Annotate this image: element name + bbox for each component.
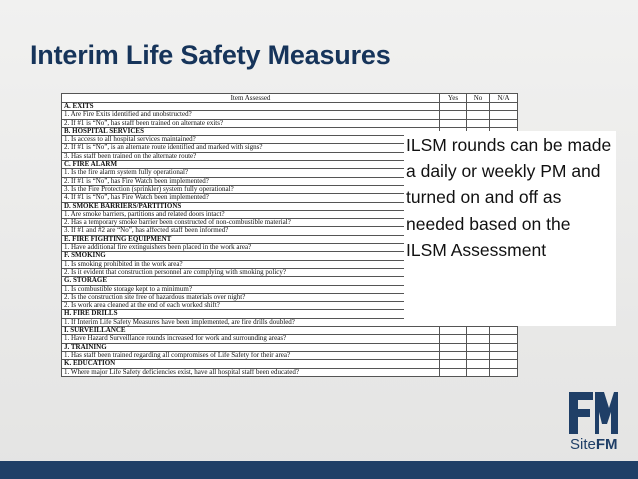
item-text: 2. If #1 is “No”, has staff been trained on alternate exits? <box>62 119 440 127</box>
cell-na[interactable] <box>490 327 518 335</box>
item-text: 3. If #1 and #2 are “No”, has affected staff been informed? <box>62 227 440 235</box>
table-row <box>62 111 518 119</box>
item-text: 1. Have Hazard Surveillance rounds increased for work and surrounding areas? <box>62 335 440 343</box>
cell-yes[interactable] <box>440 327 467 335</box>
slide-title: Interim Life Safety Measures <box>30 40 391 70</box>
cell-no[interactable] <box>467 111 490 119</box>
item-text: 4. If #1 is “No”, has Fire Watch been implemented? <box>62 194 440 202</box>
table-row <box>62 335 518 343</box>
header-item-assessed: Item Assessed <box>62 94 440 103</box>
cell-na[interactable] <box>490 335 518 343</box>
section-label: B. HOSPITAL SERVICES <box>62 127 440 135</box>
cell-yes[interactable] <box>440 360 467 368</box>
header-na: N/A <box>490 94 518 103</box>
header-yes: Yes <box>440 94 467 103</box>
section-label: E. FIRE FIGHTING EQUIPMENT <box>62 235 440 243</box>
section-label: D. SMOKE BARRIERS/PARTITIONS <box>62 202 440 210</box>
item-text: 2. Is it evident that construction personnel are complying with smoking policy? <box>62 268 440 276</box>
header-no: No <box>467 94 490 103</box>
cell-na[interactable] <box>490 111 518 119</box>
section-row <box>62 343 518 351</box>
item-text: 1. Have additional fire extinguishers been placed in the work area? <box>62 244 440 252</box>
table-row <box>62 119 518 127</box>
item-text: 1. Are Fire Exits identified and unobstructed? <box>62 111 440 119</box>
cell-yes[interactable] <box>440 119 467 127</box>
section-label: G. STORAGE <box>62 277 440 285</box>
cell-yes[interactable] <box>440 351 467 359</box>
section-label: A. EXITS <box>62 103 440 111</box>
item-text: 3. Has staff been trained on the alternate route? <box>62 152 440 160</box>
item-text: 1. Is smoking prohibited in the work area? <box>62 260 440 268</box>
cell-no[interactable] <box>467 351 490 359</box>
item-text: 1. Where major Life Safety deficiencies exist, have all hospital staff been educated? <box>62 368 440 376</box>
cell-na[interactable] <box>490 368 518 376</box>
item-text: 2. Is the construction site free of hazardous materials over night? <box>62 293 440 301</box>
section-label: H. FIRE DRILLS <box>62 310 440 318</box>
item-text: 1. Are smoke barriers, partitions and related doors intact? <box>62 210 440 218</box>
section-label: J. TRAINING <box>62 343 440 351</box>
item-text: 1. Has staff been trained regarding all compromises of Life Safety for their area? <box>62 351 440 359</box>
table-row <box>62 368 518 376</box>
logo-fm-text: FM <box>595 436 618 453</box>
logo-site-text: Site <box>570 436 596 453</box>
cell-yes[interactable] <box>440 111 467 119</box>
section-label: K. EDUCATION <box>62 360 440 368</box>
cell-no[interactable] <box>467 360 490 368</box>
cell-no[interactable] <box>467 343 490 351</box>
item-text: 2. If #1 is “No”, is an alternate route identified and marked with signs? <box>62 144 440 152</box>
footer-bar <box>0 461 638 479</box>
cell-no[interactable] <box>467 103 490 111</box>
item-text: 2. Is work area cleaned at the end of each worked shift? <box>62 302 440 310</box>
cell-no[interactable] <box>467 335 490 343</box>
section-label: C. FIRE ALARM <box>62 161 440 169</box>
item-text: 2. Has a temporary smoke barrier been constructed of non-combustible material? <box>62 219 440 227</box>
cell-no[interactable] <box>467 119 490 127</box>
item-text: 1. Is the fire alarm system fully operational? <box>62 169 440 177</box>
section-row <box>62 103 518 111</box>
callout-text: ILSM rounds can be made a daily or weekly PM and turned on and off as needed based on the ILSM Assessment <box>406 135 612 260</box>
item-text: 1. Is combustible storage kept to a minimum? <box>62 285 440 293</box>
cell-na[interactable] <box>490 343 518 351</box>
logo-wordmark <box>570 436 618 453</box>
cell-na[interactable] <box>490 103 518 111</box>
item-text: 3. Is the Fire Protection (sprinkler) system fully operational? <box>62 185 440 193</box>
section-label: F. SMOKING <box>62 252 440 260</box>
section-label: I. SURVEILLANCE <box>62 327 440 335</box>
cell-no[interactable] <box>467 327 490 335</box>
section-row <box>62 327 518 335</box>
cell-yes[interactable] <box>440 343 467 351</box>
item-text: 1. Is access to all hospital services maintained? <box>62 136 440 144</box>
table-header-row <box>62 94 518 103</box>
section-row <box>62 360 518 368</box>
cell-no[interactable] <box>467 368 490 376</box>
cell-yes[interactable] <box>440 335 467 343</box>
item-text: 1. If Interim Life Safety Measures have been implemented, are fire drills doubled? <box>62 318 440 326</box>
cell-na[interactable] <box>490 360 518 368</box>
cell-na[interactable] <box>490 119 518 127</box>
cell-yes[interactable] <box>440 103 467 111</box>
table-row <box>62 351 518 359</box>
item-text: 2. If #1 is “No”, has Fire Watch been implemented? <box>62 177 440 185</box>
cell-na[interactable] <box>490 351 518 359</box>
cell-yes[interactable] <box>440 368 467 376</box>
